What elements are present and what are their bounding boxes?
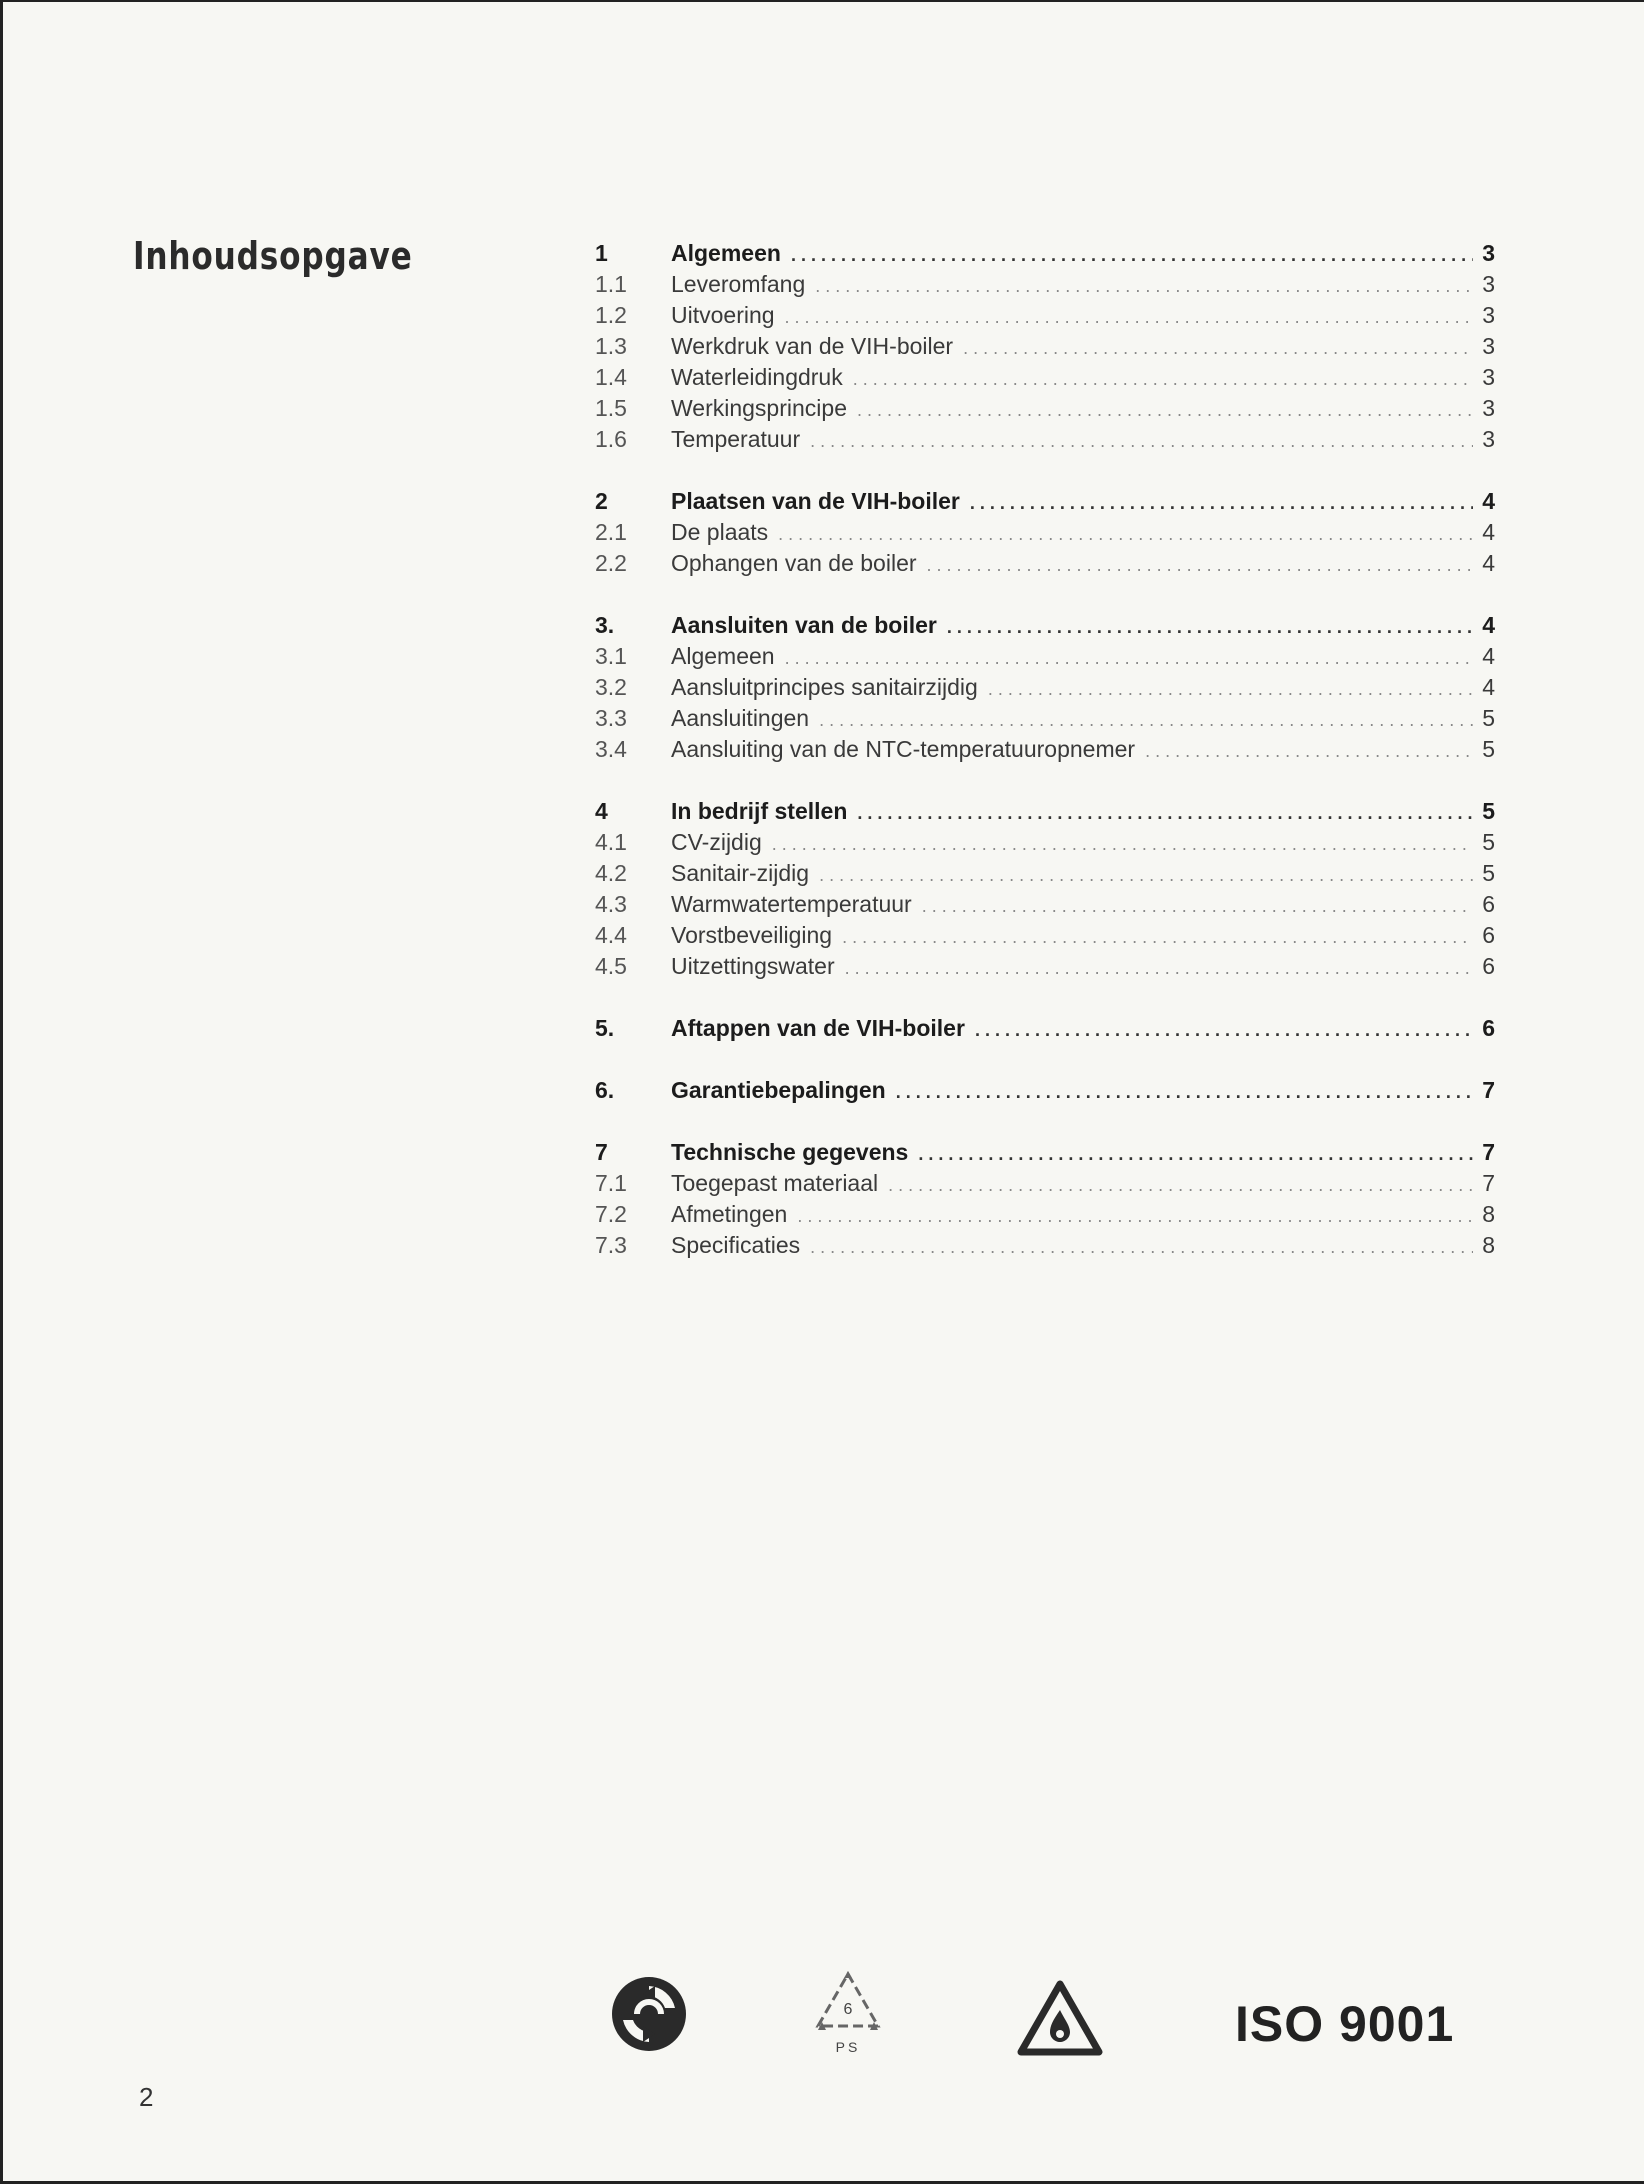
dot-leader [768,519,1473,550]
toc-title: Leveromfang [671,271,806,297]
toc-title: Garantiebepalingen [671,1077,886,1103]
toc-title: Sanitair-zijdig [671,860,810,886]
dot-leader [800,426,1473,457]
toc-title: Aansluiting van de NTC-temperatuuropnemer [671,736,1136,762]
toc-chapter-row [595,610,1495,641]
toc-title: De plaats [671,519,769,545]
toc-page-number: 5 [1482,860,1495,886]
toc-entry-row [595,362,1495,393]
toc-number: 1.2 [595,302,627,328]
toc-title: Waterleidingdruk [671,364,843,390]
dot-leader [908,1139,1473,1170]
toc-entry-row [595,517,1495,548]
toc-entry-row [595,1199,1495,1230]
toc-page-number: 4 [1482,612,1495,638]
toc-entry-row [595,951,1495,982]
dot-leader [965,1015,1473,1046]
recycle-ps-icon [808,1968,888,2058]
toc-page-number: 3 [1482,426,1495,452]
toc-entry-row [595,920,1495,951]
page-heading: Inhoudsopgave [133,234,413,278]
toc-number: 7.1 [595,1170,627,1196]
iso-certification: ISO 9001 [1235,1996,1455,2052]
dot-leader [886,1077,1473,1108]
toc-entry-row [595,1168,1495,1199]
toc-page-number: 4 [1482,519,1495,545]
toc-entry-row [595,300,1495,331]
toc-entry-row [595,331,1495,362]
toc-number: 1 [595,240,608,266]
toc-page-number: 3 [1482,271,1495,297]
toc-page-number: 4 [1482,643,1495,669]
toc-entry-row [595,641,1495,672]
toc-chapter-row [595,796,1495,827]
toc-section [595,238,1495,455]
toc-number: 1.4 [595,364,627,390]
toc-page-number: 4 [1482,488,1495,514]
dot-leader [937,612,1473,643]
toc-number: 2.1 [595,519,627,545]
toc-chapter-row [595,238,1495,269]
toc-page-number: 4 [1482,674,1495,700]
toc-page-number: 8 [1482,1232,1495,1258]
toc-chapter-row [595,486,1495,517]
toc-number: 1.6 [595,426,627,452]
toc-number: 4.3 [595,891,627,917]
toc-number: 4.5 [595,953,627,979]
toc-number: 7 [595,1139,608,1165]
toc-section [595,1075,1495,1106]
toc-title: Uitvoering [671,302,775,328]
toc-number: 4.1 [595,829,627,855]
toc-number: 1.5 [595,395,627,421]
toc-page-number: 3 [1482,333,1495,359]
toc-title: Uitzettingswater [671,953,835,979]
toc-page-number: 6 [1482,1015,1495,1041]
toc-page-number: 6 [1482,922,1495,948]
toc-section [595,1137,1495,1261]
flame-warning-icon [1017,1980,1103,2056]
toc-entry-row [595,703,1495,734]
dot-leader [835,953,1473,984]
toc-number: 3.1 [595,643,627,669]
dot-leader [775,302,1473,333]
toc-title: Werkingsprincipe [671,395,847,421]
toc-number: 1.1 [595,271,627,297]
recycle-label: PS [835,2039,861,2055]
toc-title: Aansluitprincipes sanitairzijdig [671,674,978,700]
dot-leader [878,1170,1473,1201]
toc-title: Aansluiten van de boiler [671,612,937,638]
toc-page-number: 8 [1482,1201,1495,1227]
toc-title: CV-zijdig [671,829,762,855]
green-dot-icon [609,1974,689,2054]
toc-entry-row [595,1230,1495,1261]
toc-chapter-row [595,1013,1495,1044]
dot-leader [912,891,1473,922]
recycle-code: 6 [843,2001,853,2018]
toc-entry-row [595,889,1495,920]
toc-title: Aftappen van de VIH-boiler [671,1015,965,1041]
dot-leader [832,922,1473,953]
toc-title: Afmetingen [671,1201,788,1227]
toc-page-number: 3 [1482,395,1495,421]
toc-entry-row [595,827,1495,858]
toc-entry-row [595,393,1495,424]
toc-section [595,796,1495,982]
toc-number: 3.2 [595,674,627,700]
toc-entry-row [595,734,1495,765]
toc-number: 4 [595,798,608,824]
toc-number: 3.3 [595,705,627,731]
toc-page-number: 5 [1482,705,1495,731]
toc-title: Aansluitingen [671,705,810,731]
toc-page-number: 7 [1482,1139,1495,1165]
toc-title: In bedrijf stellen [671,798,848,824]
toc-entry-row [595,424,1495,455]
toc-number: 2 [595,488,608,514]
dot-leader [762,829,1473,860]
toc-number: 3.4 [595,736,627,762]
toc-title: Vorstbeveiliging [671,922,833,948]
toc-title: Algemeen [671,643,775,669]
toc-page-number: 3 [1482,240,1495,266]
toc-chapter-row [595,1137,1495,1168]
toc-page-number: 7 [1482,1170,1495,1196]
dot-leader [809,860,1473,891]
toc-page-number: 6 [1482,953,1495,979]
toc-number: 4.4 [595,922,627,948]
toc-number: 7.2 [595,1201,627,1227]
toc-page-number: 5 [1482,736,1495,762]
dot-leader [775,643,1473,674]
page-number: 2 [139,2082,154,2112]
toc-page-number: 5 [1482,798,1495,824]
toc-page-number: 6 [1482,891,1495,917]
toc-title: Plaatsen van de VIH-boiler [671,488,960,514]
toc-title: Werkdruk van de VIH-boiler [671,333,954,359]
toc-page-number: 3 [1482,364,1495,390]
dot-leader [847,798,1473,829]
toc-entry-row [595,672,1495,703]
dot-leader [847,395,1473,426]
toc-page-number: 5 [1482,829,1495,855]
toc-number: 4.2 [595,860,627,886]
toc-section [595,486,1495,579]
dot-leader [800,1232,1473,1263]
toc-title: Specificaties [671,1232,801,1258]
toc-section [595,1013,1495,1044]
toc-number: 6. [595,1077,615,1103]
toc-page-number: 3 [1482,302,1495,328]
toc-number: 5. [595,1015,615,1041]
dot-leader [978,674,1473,705]
toc-title: Warmwatertemperatuur [671,891,912,917]
toc-title: Toegepast materiaal [671,1170,879,1196]
dot-leader [805,271,1473,302]
toc-entry-row [595,548,1495,579]
toc-title: Temperatuur [671,426,801,452]
toc-number: 3. [595,612,615,638]
dot-leader [1135,736,1473,767]
toc-title: Algemeen [671,240,781,266]
toc-page-number: 4 [1482,550,1495,576]
table-of-contents [595,238,1495,1292]
dot-leader [787,1201,1473,1232]
toc-number: 2.2 [595,550,627,576]
dot-leader [843,364,1473,395]
toc-entry-row [595,269,1495,300]
toc-page-number: 7 [1482,1077,1495,1103]
toc-chapter-row [595,1075,1495,1106]
toc-title: Technische gegevens [671,1139,909,1165]
dot-leader [953,333,1473,364]
toc-number: 1.3 [595,333,627,359]
dot-leader [960,488,1473,519]
toc-number: 7.3 [595,1232,627,1258]
dot-leader [917,550,1473,581]
dot-leader [809,705,1473,736]
toc-entry-row [595,858,1495,889]
toc-title: Ophangen van de boiler [671,550,917,576]
dot-leader [781,240,1473,271]
toc-section [595,610,1495,765]
